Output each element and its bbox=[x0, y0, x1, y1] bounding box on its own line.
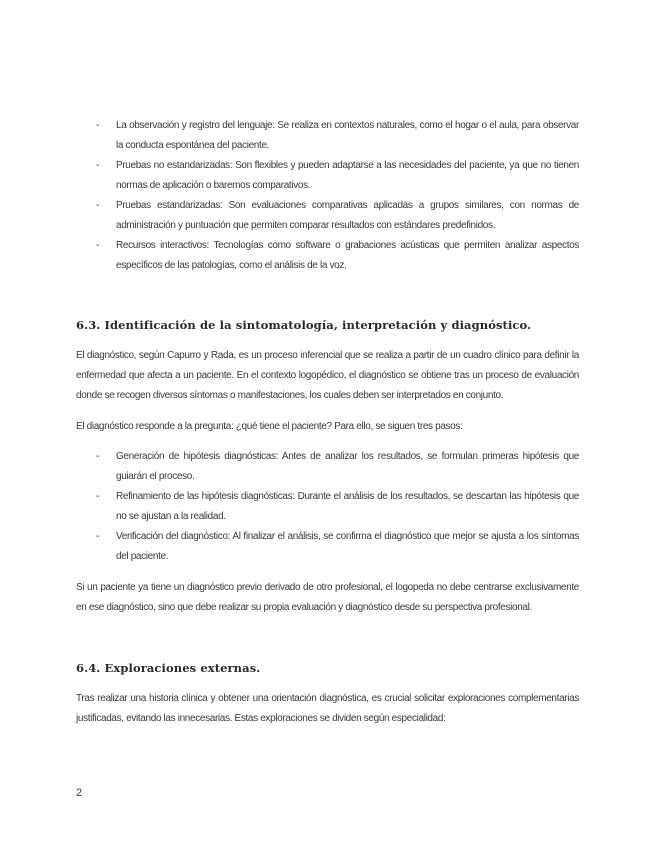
paragraph: Si un paciente ya tiene un diagnóstico previo derivado de otro profesional, el logopeda no debe centrarse exclusivamente en ese diagnóstico, sino que debe realizar su propia evaluación y diagnóstico desde su perspectiva profesional. bbox=[76, 582, 579, 613]
list-item bbox=[76, 487, 579, 527]
section-6-4-paragraph-1 bbox=[76, 689, 579, 729]
dash-list bbox=[76, 116, 579, 276]
list-item-text: Refinamiento de las hipótesis diagnósticas: Durante el análisis de los resultados, se descartan las hipótesis que no se ajustan a la realidad. bbox=[116, 491, 579, 522]
dash-bullet: - bbox=[96, 491, 99, 502]
list-item bbox=[76, 196, 579, 236]
list-item-text: Verificación del diagnóstico: Al finalizar el análisis, se confirma el diagnóstico que mejor se ajusta a los síntomas del paciente. bbox=[116, 531, 579, 562]
dash-bullet: - bbox=[96, 451, 99, 462]
list-item bbox=[76, 156, 579, 196]
dash-bullet: - bbox=[96, 240, 99, 251]
paragraph: El diagnóstico, según Capurro y Rada, es un proceso inferencial que se realiza a partir de un cuadro clínico para definir la enfermedad que afecta a un paciente. En el contexto logopédico, el diagnóstico se obtiene tras un proceso de evaluación donde se recogen diversos síntomas o manifestaciones, los cuales deben ser interpretados en conjunto. bbox=[76, 350, 579, 401]
dash-bullet: - bbox=[96, 160, 99, 171]
evaluation-methods-list bbox=[76, 116, 579, 276]
diagnostic-steps-list bbox=[76, 447, 579, 567]
section-6-3-paragraph-2 bbox=[76, 417, 579, 437]
dash-bullet: - bbox=[96, 120, 99, 131]
list-item-text: Generación de hipótesis diagnósticas: Antes de analizar los resultados, se formulan primeras hipótesis que guiarán el proceso. bbox=[116, 451, 579, 482]
paragraph: Tras realizar una historia clínica y obtener una orientación diagnóstica, es crucial solicitar exploraciones complementarias justificadas, evitando las innecesarias. Estas exploraciones se dividen según especialidad: bbox=[76, 693, 579, 724]
list-item-text: Pruebas estandarizadas: Son evaluaciones comparativas aplicadas a grupos similares, con normas de administración y puntuación que permiten comparar resultados con estándares predefinidos. bbox=[116, 200, 579, 231]
list-item-text: Recursos interactivos: Tecnologías como software o grabaciones acústicas que permiten analizar aspectos específicos de las patologías, como el análisis de la voz. bbox=[116, 240, 579, 271]
section-heading: 6.4. Exploraciones externas. bbox=[76, 661, 261, 675]
dash-list bbox=[76, 447, 579, 567]
list-item bbox=[76, 527, 579, 567]
section-6-3-paragraph-3 bbox=[76, 578, 579, 618]
dash-bullet: - bbox=[96, 531, 99, 542]
list-item-text: Pruebas no estandarizadas: Son flexibles y pueden adaptarse a las necesidades del paciente, ya que no tienen normas de aplicación o baremos comparativos. bbox=[116, 160, 579, 191]
list-item bbox=[76, 447, 579, 487]
list-item bbox=[76, 236, 579, 276]
dash-bullet: - bbox=[96, 200, 99, 211]
paragraph: El diagnóstico responde a la pregunta: ¿qué tiene el paciente? Para ello, se siguen tres pasos: bbox=[76, 421, 463, 432]
section-6-3 bbox=[76, 318, 579, 332]
list-item bbox=[76, 116, 579, 156]
page-number: 2 bbox=[76, 787, 83, 799]
section-6-4 bbox=[76, 661, 579, 675]
section-heading: 6.3. Identificación de la sintomatología, interpretación y diagnóstico. bbox=[76, 318, 532, 332]
list-item-text: La observación y registro del lenguaje: Se realiza en contextos naturales, como el hogar o el aula, para observar la conducta espontánea del paciente. bbox=[116, 120, 579, 151]
section-6-3-paragraph-1 bbox=[76, 346, 579, 406]
